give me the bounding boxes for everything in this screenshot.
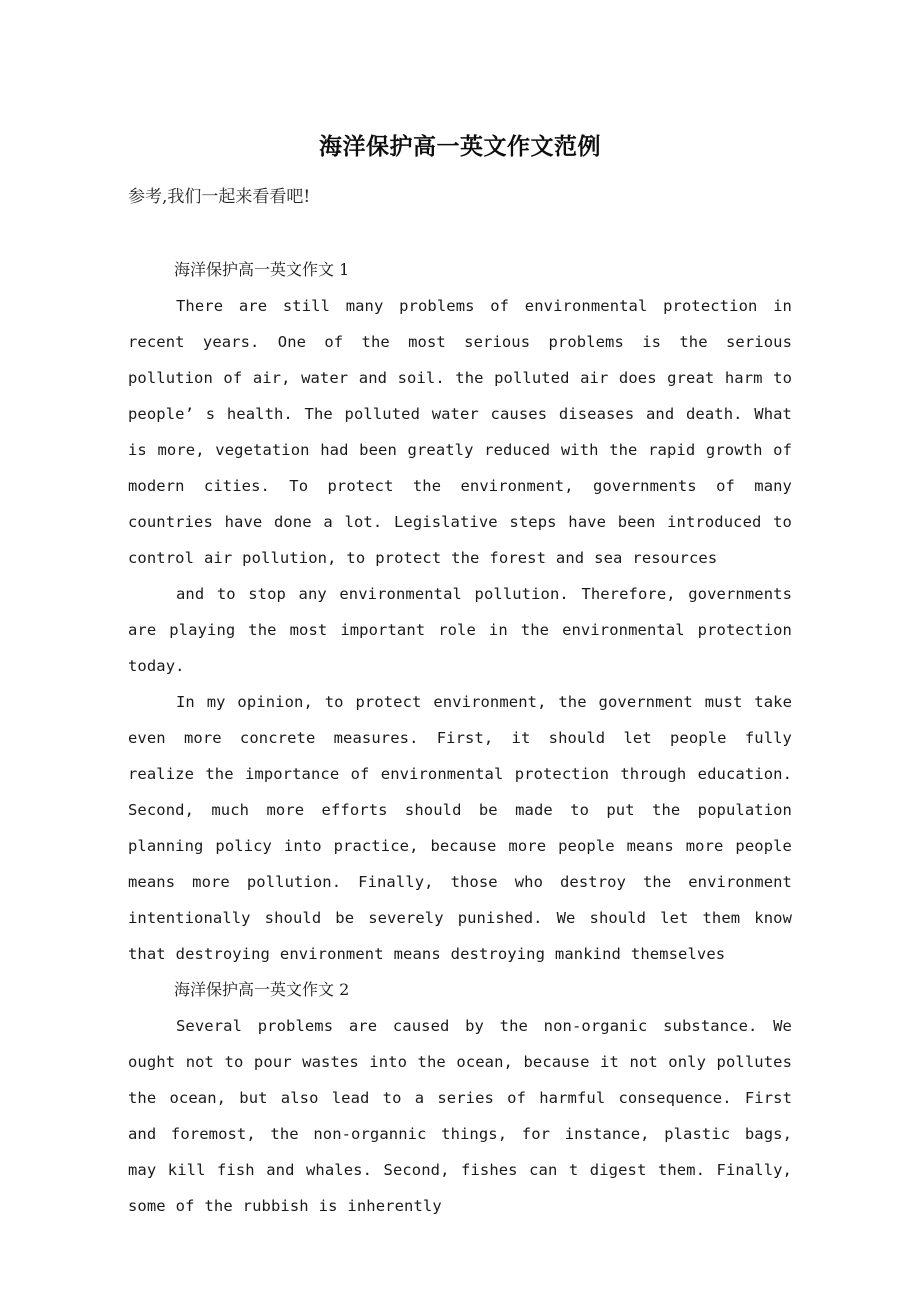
page-title: 海洋保护高一英文作文范例 — [319, 133, 601, 160]
section-1-paragraph-2: and to stop any environmental pollution. Therefore, governments are playing the most important role in the environmental protection today. — [128, 585, 792, 675]
section-heading-1: 海洋保护高一英文作文 1 — [174, 260, 350, 279]
document-subtitle: 参考,我们一起来看看吧! — [128, 187, 311, 207]
section-1-paragraph-1: There are still many problems of environmental protection in recent years. One of the most serious problems is the serious pollution of air, water and soil. the polluted air does great harm to people’ s health. The polluted water causes diseases and death. What is more, vegetation had been greatly reduced with the rapid growth of modern cities. To protect the environment, governments of many countries have done a lot. Legislative steps have been introduced to control air pollution, to protect the forest and sea resources — [128, 297, 792, 567]
section-1-paragraph-3: In my opinion, to protect environment, the government must take even more concrete measures. First, it should let people fully realize the importance of environmental protection through education. Second, much more efforts should be made to put the population planning policy into practice, because more people means more people means more pollution. Finally, those who destroy the environment intentionally should be severely punished. We should let them know that destroying environment means destroying mankind themselves — [128, 693, 792, 963]
section-2-paragraph-1: Several problems are caused by the non-organic substance. We ought not to pour wastes into the ocean, because it not only pollutes the ocean, but also lead to a series of harmful consequence. First and foremost, the non-organnic things, for instance, plastic bags, may kill fish and whales. Second, fishes can t digest them. Finally, some of the rubbish is inherently — [128, 1017, 792, 1215]
section-heading-2: 海洋保护高一英文作文 2 — [174, 980, 350, 999]
